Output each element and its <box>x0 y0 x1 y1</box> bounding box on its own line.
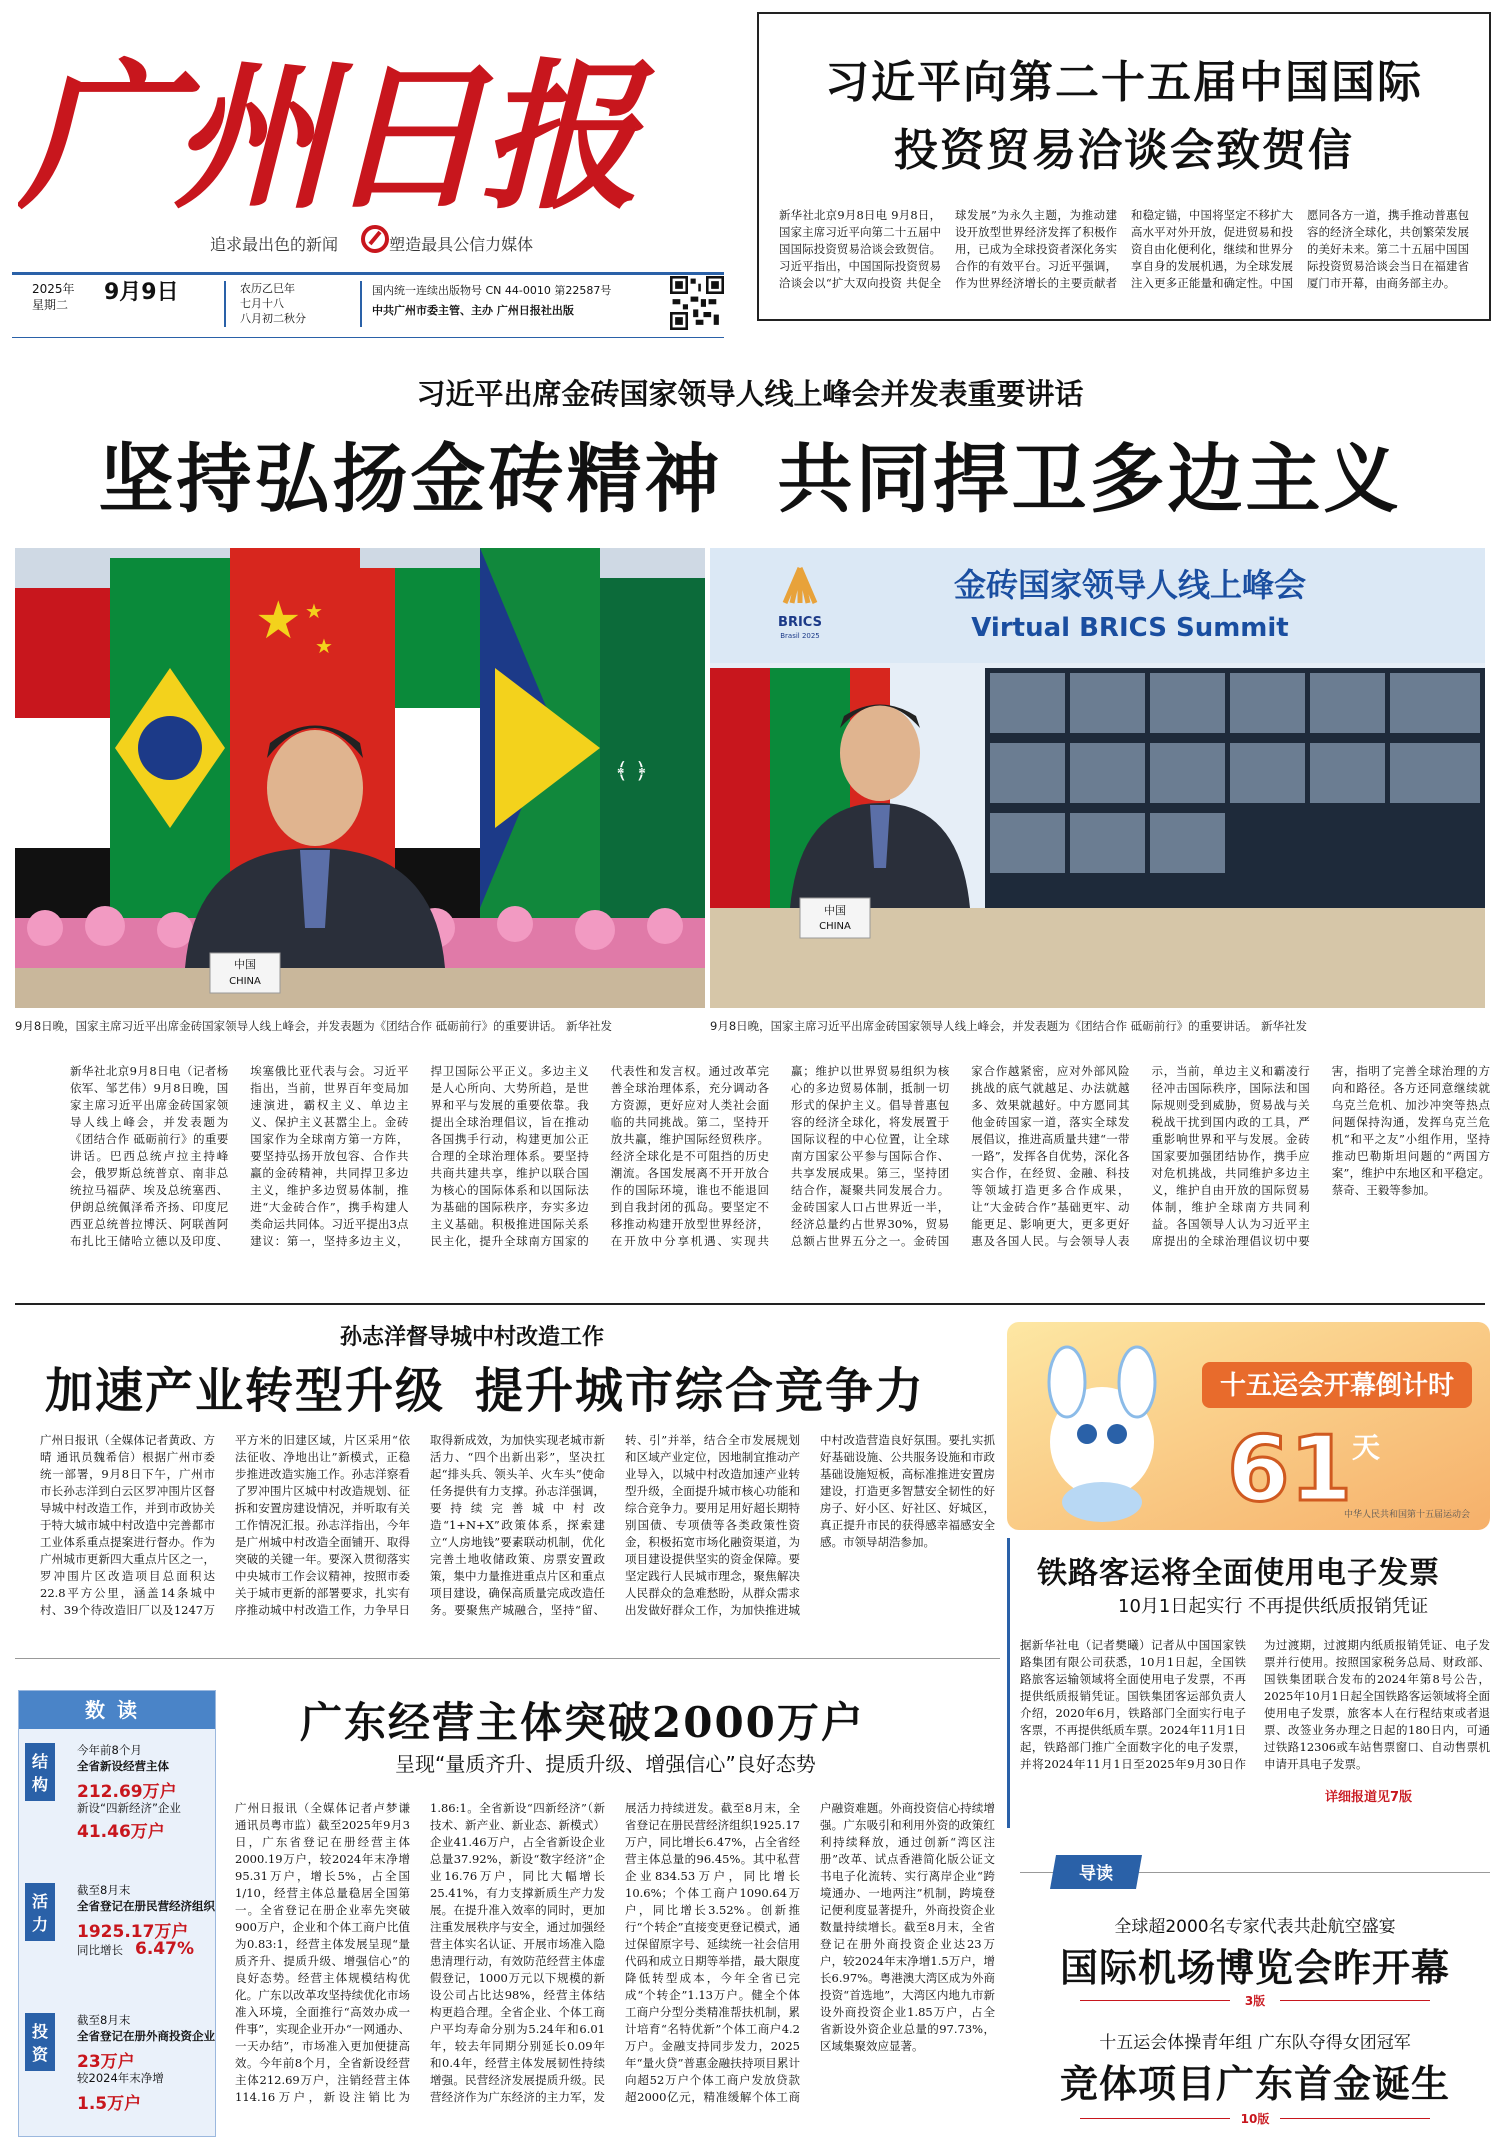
nameplate-en-text: CHINA <box>229 976 261 987</box>
nameplate-2-en-text: CHINA <box>819 921 851 932</box>
countdown-event-logo: 中华人民共和国第十五届运动会 <box>1343 1510 1471 1520</box>
main-headline-part-2: 共同捍卫多边主义 <box>777 435 1402 523</box>
photo-virtual-summit <box>710 548 1485 1008</box>
section-divider <box>15 1658 1000 1659</box>
section-divider <box>15 1303 1485 1305</box>
guide-label-badge <box>1050 1855 1142 1889</box>
data-item-line1: 截至8月末 <box>77 2013 131 2027</box>
countdown-unit: 天 <box>1352 1431 1381 1464</box>
guide-item-2-page-text: 10版 <box>1240 2112 1270 2126</box>
games-countdown-banner[interactable] <box>1007 1322 1490 1530</box>
second-story-headline <box>45 1352 925 1421</box>
issue-date: 9月9日 <box>104 280 179 305</box>
data-item-num2: 6.47% <box>135 1939 194 1959</box>
data-item-line3: 较2024年末净增 <box>77 2071 164 2085</box>
data-item-num2: 1.5万户 <box>77 2094 142 2114</box>
data-item-line1: 截至8月末 <box>77 1883 131 1897</box>
guide-item-1-page-text: 3版 <box>1244 1994 1266 2008</box>
data-item-tag: 结构 <box>25 1743 55 1801</box>
main-story-body: 新华社北京9月8日电（记者杨依军、邹艺伟）9月8日晚，国家主席习近平出席金砖国家领导人线上峰会，并发表题为《团结合作 砥砺前行》的重要讲话。巴西总统卢拉主持峰会，俄罗斯总统普京、南非总统拉马福萨、埃及总统塞西、伊朗总统佩泽希齐扬、印度尼西亚总统普拉博沃、阿联酋阿布扎比王储哈立德以及印度、埃塞俄比亚代表与会。习近平指出，当前，世界百年变局加速演进，霸权主义、单边主义、保护主义甚嚣尘上。金砖国家作为全球南方第一方阵，要坚持弘扬开放包容、合作共赢的金砖精神，共同捍卫多边主义，维护多边贸易体制，推进“大金砖合作”，携手构建人类命运共同体。习近平提出3点建议：第一，坚持多边主义，捍卫国际公平正义。多边主义是人心所向、大势所趋，是世界和平与发展的重要依靠。我提出全球治理倡议，旨在推动各国携手行动，构建更加公正合理的全球治理体系。要坚持共商共建共享，维护以联合国为核心的国际体系和以国际法为基础的国际秩序，夯实多边主义基础。积极推进国际关系民主化，提升全球南方国家的代表性和发言权。通过改革完善全球治理体系，充分调动各方资源，更好应对人类社会面临的共同挑战。第二，坚持开放共赢，维护国际经贸秩序。经济全球化是不可阻挡的历史潮流。各国发展离不开开放合作的国际环境，谁也不能退回到自我封闭的孤岛。要坚定不移推动构建开放型世界经济，在开放中分享机遇、实现共赢；维护以世界贸易组织为核心的多边贸易体制，抵制一切形式的保护主义。倡导普惠包容的经济全球化，将发展置于国际议程的中心位置，让全球南方国家公平参与国际合作、共享发展成果。第三，坚持团结合作，凝聚共同发展合力。金砖国家人口占世界近一半，经济总量约占世界30%，贸易总额占世界五分之一。金砖国家合作越紧密，应对外部风险挑战的底气就越足、办法就越多、效果就越好。中方愿同其他金砖国家一道，落实全球发展倡议，推进高质量共建“一带一路”，发挥各自优势，深化各实合作，在经贸、金融、科技等领域打造更多合作成果，让“大金砖合作”基础更牢、动能更足、影响更大，更多更好惠及各国人民。与会领导人表示，当前，单边主义和霸凌行径冲击国际秩序，国际法和国际规则受到威胁，贸易战与关税战干扰到国内政的工具，严重影响世界和平与发展。金砖国家要加强团结协作，携手应对危机挑战，共同维护多边主义，维护自由开放的国际贸易体制，维护全球南方共同利益。各国领导人认为习近平主席提出的全球治理倡议切中要害，指明了完善全球治理的方向和路径。各方还同意继续就乌克兰危机、加沙冲突等热点问题保持沟通，发挥乌克兰危机“和平之友”小组作用，坚持推动巴勒斯坦问题的“两国方案”，维护中东地区和平稳定。蔡奇、王毅等参加。 <box>70 1064 1490 1248</box>
nameplate-2-text: 中国 <box>824 904 846 917</box>
slogan-right: 塑造最具公信力媒体 <box>389 235 534 254</box>
photo-xi-flags <box>15 548 705 1008</box>
countdown-days: 61 <box>1227 1417 1353 1522</box>
summit-banner-cn: 金砖国家领导人线上峰会 <box>953 566 1307 604</box>
svg-text:★: ★ <box>255 591 302 651</box>
guide-item-1-headline[interactable]: 国际机场博览会昨开幕 <box>1059 1946 1450 1990</box>
data-item-line2: 全省登记在册外商投资企业 <box>77 2029 215 2043</box>
qr-code-icon[interactable] <box>670 276 724 330</box>
second-headline-part-2: 提升城市综合竞争力 <box>475 1363 926 1419</box>
summit-banner-en: Virtual BRICS Summit <box>971 613 1289 643</box>
data-item-tag: 投资 <box>25 2013 55 2071</box>
publication-info <box>372 281 611 321</box>
guide-item-2-kicker: 十五运会体操青年组 广东队夺得女团冠军 <box>1099 2033 1411 2053</box>
top-story-body: 新华社北京9月8日电 9月8日，国家主席习近平向第二十五届中国国际投资贸易洽谈会致贺信。习近平指出，中国国际投资贸易洽谈会以“扩大双向投资 共促全球发展”为永久主题，为推动建设开放型世界经济发挥了积极作用，已成为全球投资者深化务实合作的有效平台。习近平强调，作为世界经济增长的主要贡献者和稳定锚，中国将坚定不移扩大高水平对外开放，促进贸易和投资自由化便利化，继续和世界分享自身的发展机遇，为全球发展注入更多正能量和确定性。中国愿同各方一道，携手推动普惠包容的经济全球化，共创繁荣发展的美好未来。第二十五届中国国际投资贸易洽谈会当日在福建省厦门市开幕，由商务部主办。 <box>779 208 1469 290</box>
divider <box>360 281 362 327</box>
data-item-num1: 1925.17万户 <box>77 1922 189 1942</box>
main-headline-part-1: 坚持弘扬金砖精神 <box>98 435 723 523</box>
column-accent-bar <box>1007 1538 1010 1828</box>
slogan-emblem-icon <box>360 224 390 254</box>
second-story-body: 广州日报讯（全媒体记者黄政、方晴 通讯员魏希信）根据广州市委统一部署，9月8日下午，广州市市长孙志洋到白云区罗冲围片区督导城中村改造工作，并到市政协关于特大城市城中村改造中完善都市工业体系重点提案进行督办。作为广州城市更新四大重点片区之一，罗冲围片区改造项目总面积达22.8平方公里，涵盖14条城中村、39个待改造旧厂以及1247万平方米的旧建区域，片区采用“依法征收、净地出让”新模式，正稳步推进改造实施工作。孙志洋察看了罗冲围片区城中村改造规划、征拆和安置房建设情况，并听取有关工作情况汇报。孙志洋指出，今年是广州城中村改造全面铺开、取得突破的关键一年。要深入贯彻落实中央城市工作会议精神，按照市委关于城市更新的部署要求，扎实有序推动城中村改造工作，力争早日取得新成效，为加快实现老城市新活力、“四个出新出彩”，坚决扛起“排头兵、领头羊、火车头”使命任务提供有力支撑。孙志洋强调，要持续完善城中村改造“1+N+X”政策体系，探索建立“人房地钱”要素联动机制，优化完善土地收储政策、房票安置政策，集中力量推进重点片区和重点项目建设，确保高质量完成改造任务。要聚焦产城融合，坚持“留、转、引”并举，结合全市发展规划和区域产业定位，因地制宜推动产业导入，以城中村改造加速产业转型升级，全面提升城市核心功能和综合竞争力。要用足用好超长期特别国债、专项债等各类政策性资金，积极拓宽市场化融资渠道，为项目建设提供坚实的资金保障。要坚定践行人民城市理念，聚焦解决人民群众的急难愁盼，从群众需求出发做好群众工作，为加快推进城中村改造营造良好氛围。要扎实抓好基础设施、公共服务设施和市政基础设施短板，高标准推进安置房建设，打造更多智慧安全韧性的好房子、好小区、好社区、好城区，真正提升市民的获得感幸福感安全感。市领导胡浩参加。 <box>40 1433 995 1617</box>
logo-text: 广州日报 <box>18 43 635 231</box>
guide-label-text: 导读 <box>1079 1864 1113 1884</box>
rail-story-headline: 铁路客运将全面使用电子发票 <box>1037 1556 1440 1591</box>
top-story-box <box>757 12 1491 321</box>
data-item-line2: 全省新设经营主体 <box>77 1759 169 1773</box>
countdown-title: 十五运会开幕倒计时 <box>1219 1371 1455 1401</box>
second-story-kicker: 孙志洋督导城中村改造工作 <box>340 1324 605 1350</box>
issue-info-bar <box>12 272 724 338</box>
lunar-line-2: 七月十八 <box>240 297 284 310</box>
data-item-line3: 新设“四新经济”企业 <box>77 1801 181 1815</box>
lunar-line-1: 农历乙巳年 <box>240 282 295 295</box>
newspaper-logo <box>18 8 668 253</box>
data-item-tag: 活力 <box>25 1883 55 1941</box>
data-box <box>18 1690 216 2137</box>
issue-year: 2025年 <box>32 282 75 296</box>
guide-item-1-kicker: 全球超2000名专家代表共赴航空盛宴 <box>1114 1917 1396 1937</box>
rail-story-subhead: 10月1日起实行 不再提供纸质报销凭证 <box>1118 1596 1429 1617</box>
guide-item-1-page[interactable] <box>1020 1992 1490 2009</box>
svg-text:★: ★ <box>315 634 333 658</box>
third-story-headline: 广东经营主体突破2000万户 <box>300 1698 865 1747</box>
rail-story-body: 据新华社电（记者樊曦）记者从中国国家铁路集团有限公司获悉，10月1日起，全国铁路旅客运输领域将全面使用电子发票，不再提供纸质报销凭证。国铁集团客运部负责人介绍，2020年6月，铁路部门全面实行电子客票，不再提供纸质车票。2024年11月1日起，铁路部门推广全面数字化的电子发票，并将2024年11月1日至2025年9月30日作为过渡期，过渡期内纸质报销凭证、电子发票并行使用。按照国家税务总局、财政部、国铁集团联合发布的2024年第8号公告，2025年10月1日起全国铁路客运领域将全面使用电子发票，旅客本人在行程结束或者退票、改签业务办理之日起的180日内，可通过铁路12306或车站售票窗口、自动售票机申请开具电子发票。 <box>1020 1638 1490 1771</box>
third-story-subhead: 呈现“量质齐升、提质升级、增强信心”良好态势 <box>395 1752 816 1776</box>
brics-logo-text: BRICS <box>778 615 822 630</box>
data-item-line2: 全省登记在册民营经济组织 <box>77 1899 215 1913</box>
data-item-num1: 212.69万户 <box>77 1782 177 1802</box>
guide-item-2-headline[interactable]: 竞体项目广东首金诞生 <box>1059 2062 1450 2106</box>
top-story-headline-1: 习近平向第二十五届中国国际 <box>825 57 1423 108</box>
divider <box>224 281 226 327</box>
issue-weekday: 星期二 <box>32 298 69 312</box>
lunar-date <box>240 281 306 326</box>
data-item-line3: 同比增长 <box>77 1943 123 1957</box>
publication-number: 国内统一连续出版物号 CN 44-0010 第22587号 <box>372 284 612 297</box>
photo-caption-right: 9月8日晚，国家主席习近平出席金砖国家领导人线上峰会，并发表题为《团结合作 砥砺前行》的重要讲话。 新华社发 <box>710 1019 1307 1033</box>
top-story-headline-2: 投资贸易洽谈会致贺信 <box>894 125 1354 176</box>
lunar-line-3: 八月初二秋分 <box>240 312 306 325</box>
guide-item-2-page[interactable] <box>1020 2110 1490 2127</box>
rail-story-page-link[interactable]: 详细报道见7版 <box>1325 1790 1413 1805</box>
data-item-num1: 23万户 <box>77 2052 135 2072</box>
main-story-headline <box>0 420 1500 527</box>
photo-caption-left: 9月8日晚，国家主席习近平出席金砖国家领导人线上峰会，并发表题为《团结合作 砥砺前行》的重要讲话。 新华社发 <box>15 1019 612 1033</box>
masthead-slogan <box>210 232 533 255</box>
svg-text:★: ★ <box>305 599 323 623</box>
slogan-left: 追求最出色的新闻 <box>210 235 339 254</box>
brics-logo-sub: Brasil 2025 <box>780 632 820 640</box>
data-item-line1: 今年前8个月 <box>77 1743 142 1757</box>
second-headline-part-1: 加速产业转型升级 <box>45 1363 446 1419</box>
data-item-num2: 41.46万户 <box>77 1822 165 1842</box>
publisher-line: 中共广州市委主管、主办 广州日报社出版 <box>372 304 574 317</box>
main-story-kicker: 习近平出席金砖国家领导人线上峰会并发表重要讲话 <box>416 377 1084 411</box>
svg-text:﴾ ﴿: ﴾ ﴿ <box>615 759 648 784</box>
nameplate-text: 中国 <box>234 958 256 971</box>
third-story-body: 广州日报讯（全媒体记者卢梦谦 通讯员粤市监）截至2025年9月3日，广东省登记在册经营主体2000.19万户，较2024年末净增95.31万户，增长5%，占全国1/10，经营主体总量稳居全国第一。全省登记在册企业率先突破900万户，企业和个体工商户比值为0.83:1，经营主体发展呈现“量质齐升、提质升级、增强信心”的良好态势。经营主体规模结构优化。广东以改革攻坚持续优化市场准入环境，全面推行“高效办成一件事”，实现企业开办“一网通办、一天办结”，市场准入更加便捷高效。今年前8个月，全省新设经营主体212.69万户，注销经营主体114.16万户，新设注销比为1.86:1。全省新设“四新经济”（新技术、新产业、新业态、新模式）企业41.46万户，占全省新设企业总量37.92%，新设“数字经济”企业16.76万户，同比大幅增长25.41%，有力支撑新质生产力发展。在提升准入效率的同时，更加注重发展秩序与安全，通过加强经营主体实名认证、开展市场准入隐患清理行动，有效防范经营主体虚假登记，1000万元以下规模的新设公司占比达98%，经营主体结构更趋合理。全省企业、个体工商户平均寿命分别为5.24年和6.01年，较去年同期分别延长0.09年和0.4年，经营主体发展韧性持续增强。民营经济发展提质升级。民营经济作为广东经济的主力军，发展活力持续迸发。截至8月末，全省登记在册民营经济组织1925.17万户，同比增长6.47%，占全省经营主体总量的96.45%。其中私营企业834.53万户，同比增长10.6%；个体工商户1090.64万户，同比增长3.52%。创新推行“个转企”直接变更登记模式，通过保留原字号、延续统一社会信用代码和成立日期等举措，最大限度降低转型成本，今年全省已完成“个转企”1.13万户。健全个体工商户分型分类精准帮扶机制，累计培育“名特优新”个体工商户4.2万户。金融支持同步发力，2025年“量火贷”普惠金融扶持项目累计向超52万户个体工商户发放贷款超2000亿元，精准缓解个体工商户融资难题。外商投资信心持续增强。广东吸引和利用外资的政策红利持续释放，通过创新“湾区注册”改革、试点香港简化版公证文书电子化流转、实行离岸企业“跨境通办、一地两注”机制，跨境登记便利度显著提升，外商投资企业数量持续增长。截至8月末，全省登记在册外商投资企业达23万户，较2024年末净增1.5万户，增长6.97%。粤港澳大湾区成为外商投资“首选地”，大湾区内地九市新设外商投资企业1.85万户，占全省新设外资企业总量的97.73%，区域集聚效应显著。 <box>235 1801 995 2104</box>
data-box-title: 数读 <box>19 1691 215 1729</box>
issue-year-week <box>32 281 75 313</box>
